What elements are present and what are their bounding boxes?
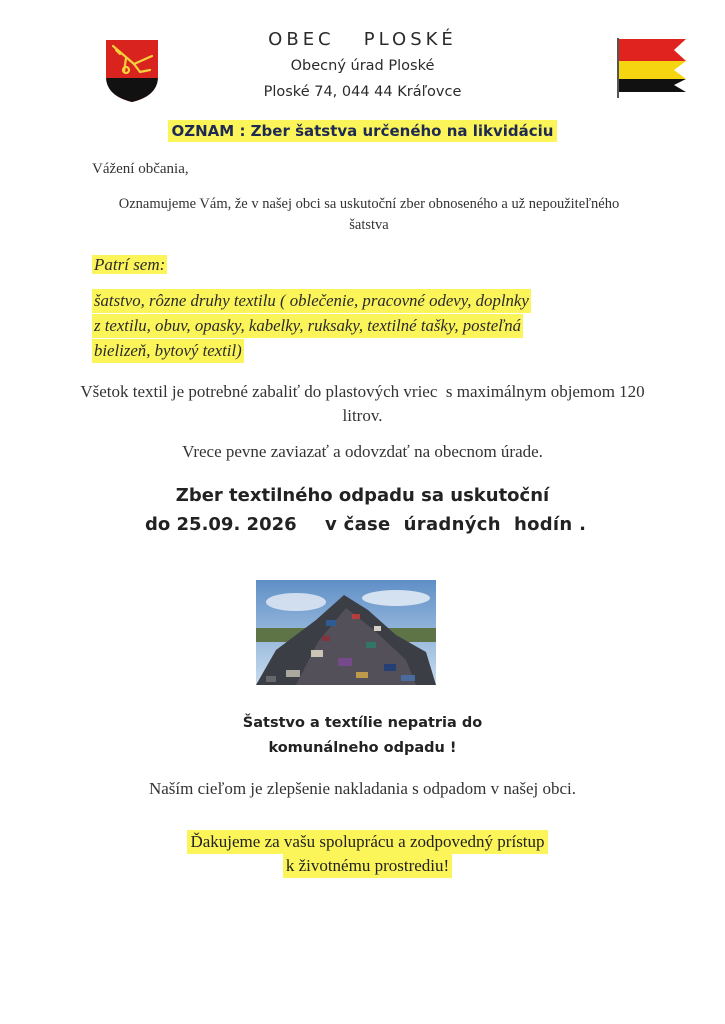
textile-pile-photo — [256, 580, 436, 685]
collection-date: do 25.09. 2026 — [145, 514, 297, 535]
office-name: Obecný úrad Ploské — [290, 58, 435, 74]
packing-instructions: Všetok textil je potrebné zabaliť do plastových vriec s maximálnym objemom 120 litrov. — [80, 382, 649, 425]
goal-text: Naším cieľom je zlepšenie nakladania s odpadom v našej obci. — [148, 779, 577, 798]
thanks-line: Ďakujeme za vašu spoluprácu a zodpovedný prístup — [187, 830, 547, 854]
collection-time: v čase úradných hodín . — [325, 514, 587, 535]
notice-title-text: OZNAM : Zber šatstva určeného na likvidáciu — [168, 120, 558, 142]
notice-title — [0, 122, 725, 140]
belongs-heading — [92, 255, 167, 275]
greeting: Vážení občania, — [92, 161, 189, 177]
belongs-line: šatstvo, rôzne druhy textilu ( oblečenie, pracovné odevy, doplnky — [92, 289, 531, 313]
municipality-name: OBEC PLOSKÉ — [268, 29, 457, 50]
warning-line: komunálneho odpadu ! — [268, 740, 457, 756]
belongs-list — [92, 289, 652, 364]
thanks-line: k životnému prostrediu! — [283, 854, 452, 878]
collection-heading: Zber textilného odpadu sa uskutoční — [175, 485, 550, 506]
belongs-heading-text: Patrí sem: — [94, 255, 166, 274]
belongs-line: z textilu, obuv, opasky, kabelky, ruksaky, textilné tašky, posteľná — [92, 314, 523, 338]
warning-text — [0, 711, 725, 761]
intro-text: Oznamujeme Vám, že v našej obci sa uskutoční zber obnoseného a už nepoužiteľného šatstva — [118, 196, 620, 233]
thanks-text — [0, 830, 725, 878]
belongs-line: bielizeň, bytový textil) — [92, 339, 244, 363]
warning-line: Šatstvo a textílie nepatria do — [242, 715, 483, 731]
office-address: Ploské 74, 044 44 Kráľovce — [263, 84, 462, 100]
tie-instructions: Vrece pevne zaviazať a odovzdať na obecnom úrade. — [182, 442, 543, 461]
